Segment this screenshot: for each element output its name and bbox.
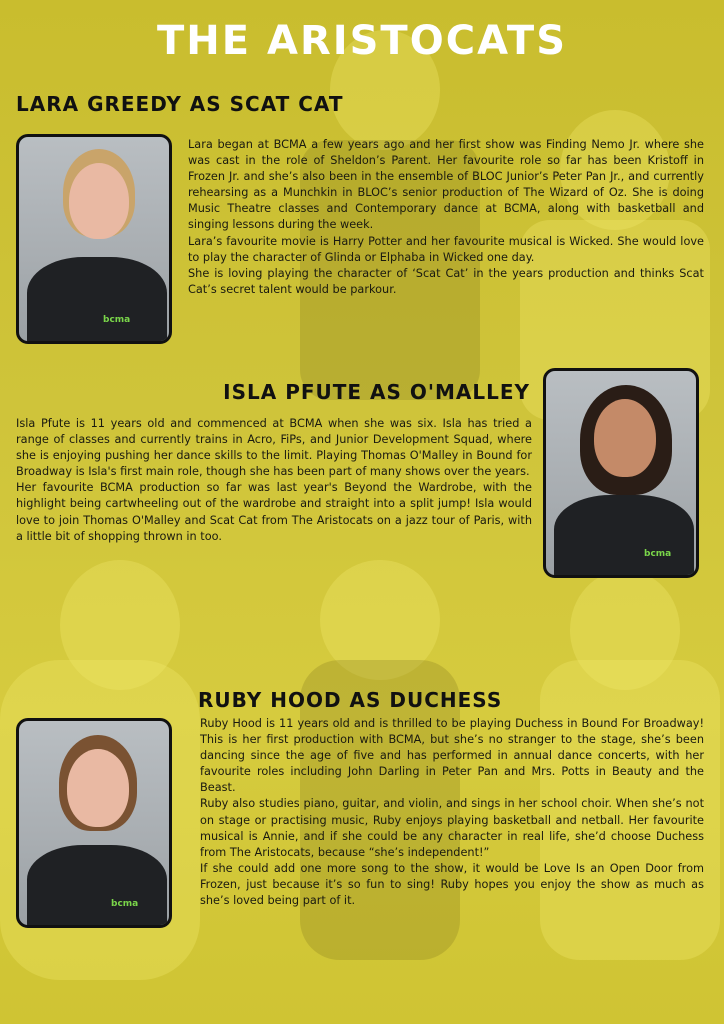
bio-ruby — [200, 716, 704, 909]
bio-paragraph: Her favourite BCMA production so far was last year's Beyond the Wardrobe, with the highlight being cartwheeling out of the wardrobe and straight into a split jump! Isla would love to join Thomas O'Malley and Scat Cat from The Aristocats on a jazz tour of Paris, with a little bit of shopping thrown in too. — [16, 481, 532, 543]
photo-lara — [16, 134, 172, 344]
bio-lara — [188, 137, 704, 298]
section-heading-isla: ISLA PFUTE AS O'MALLEY — [223, 380, 530, 404]
bio-paragraph: Lara’s favourite movie is Harry Potter and her favourite musical is Wicked. She would love to play the character of Glinda or Elphaba in Wicked one day. — [188, 234, 704, 264]
bio-paragraph: Ruby Hood is 11 years old and is thrilled to be playing Duchess in Bound For Broadway! This is her first production with BCMA, but she’s no stranger to the stage, she’s been dancing since the age of five and has performed in annual dance concerts, with her favourite roles including John Darling in Peter Pan and Mrs. Potts in Beauty and the Beast. — [200, 717, 704, 795]
section-heading-ruby: RUBY HOOD AS DUCHESS — [198, 688, 503, 712]
bio-isla — [16, 416, 532, 545]
bcma-logo: bcma — [103, 315, 131, 325]
page-title: THE ARISTOCATS — [156, 18, 568, 64]
bcma-logo: bcma — [644, 549, 672, 559]
photo-isla — [543, 368, 699, 578]
bio-paragraph: Isla Pfute is 11 years old and commenced at BCMA when she was six. Isla has tried a range of classes and currently trains in Acro, FiPs, and Junior Development Squad, where she is enjoying pushing her dance skills to the limit. Playing Thomas O'Malley in Bound for Broadway is Isla's first main role, though she has been part of many shows over the years. — [16, 417, 532, 479]
bcma-logo: bcma — [111, 899, 139, 909]
section-heading-lara: LARA GREEDY AS SCAT CAT — [16, 92, 344, 116]
bio-paragraph: If she could add one more song to the show, it would be Love Is an Open Door from Frozen, just because it’s so fun to sing! Ruby hopes you enjoy the show as much as she’s loved being part of it. — [200, 861, 704, 908]
bio-paragraph: Lara began at BCMA a few years ago and her first show was Finding Nemo Jr. where she was cast in the role of Sheldon’s Parent. Her favourite role so far has been Kristoff in Frozen Jr. and she’s also been in the ensemble of BLOC Junior’s Peter Pan Jr., and currently rehearsing as a Munchkin in BLOC’s senior production of The Wizard of Oz. She is doing Music Theatre classes and Contemporary dance at BCMA, along with basketball and singing lessons during the week. — [188, 138, 704, 232]
bio-paragraph: Ruby also studies piano, guitar, and violin, and sings in her school choir. When she’s not on stage or practising music, Ruby enjoys playing basketball and netball. Her favourite musical is Annie, and if she could be any character in real life, she’d choose Duchess from The Aristocats, because “she’s independent!” — [200, 797, 704, 859]
photo-ruby — [16, 718, 172, 928]
bio-paragraph: She is loving playing the character of ‘Scat Cat’ in the years production and thinks Scat Cat’s secret talent would be parkour. — [188, 266, 704, 296]
